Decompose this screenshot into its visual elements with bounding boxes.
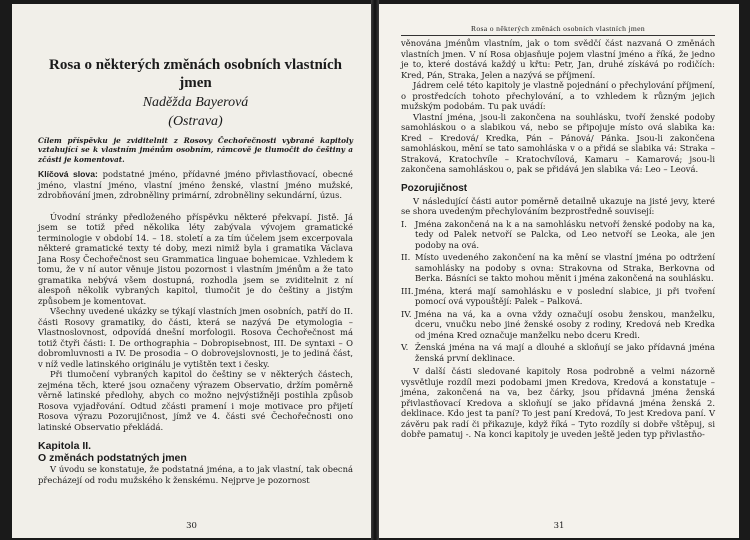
body-paragraph: Všechny uvedené ukázky se týkají vlastních jmen osobních, patří do II. části Rosovy gramatiky, do části, která se nazývá De etymologia – Vlastnoslovnost, odpovídá dnešní morfologii. Rosova Čechořečnost má totiž čtyři části: I. De orthographia – Dobropisebnost, III. De syntaxi – O dobromluvnosti a IV. De prosodia – O dobrovejslovnosti, je to jediná část, v níž vedle latinského originálu je vytištěn text i česky. — [38, 306, 353, 369]
list-number: II. — [401, 252, 411, 262]
list-text: Ženská jména na vá mají a dlouhé a skloňují se jako přídavná jména ženská první deklinace. — [415, 342, 715, 363]
list-number: IV. — [401, 308, 412, 319]
body-paragraph: Jádrem celé této kapitoly je vlastně pojednání o přechylování příjmení, o prostředcích tohoto přechylování, a to vzhledem k různým jejich mužským podobám. Tu pak uvádí: — [401, 80, 715, 111]
keywords — [38, 169, 353, 201]
list-item — [401, 219, 715, 251]
running-head: Rosa o některých změnách osobních vlastních jmen — [401, 24, 715, 36]
chapter-heading: Kapitola II. — [38, 440, 92, 453]
abstract: Cílem příspěvku je zviditelnit z Rosovy Čechořečnosti vybrané kapitoly vztahující se k vlastním jménům osobním, rámcově je tlumočit do češtiny a zčásti je komentovat. — [38, 136, 353, 164]
body-paragraph: Úvodní stránky předloženého příspěvku některé překvapí. Jistě. Já jsem se totiž před několika léty zabývala vývojem gramatické terminologie v období 14. – 18. století a za tím účelem jsem excerpovala některé gramatické texty té doby, mezi nimiž byla i gramatika Václava Jana Rosy Čechořečnost seu Grammatica linguae bohemicae. Vzhledem k tomu, že v ní autor věnuje jistou pozornost i vlastním jménům a že tato gramatika nebývá všem dostupná, rozhodla jsem se zviditelnit z ní alespoň několik vybraných kapitol, tlumočit je do češtiny a jistým způsobem je komentovat. — [38, 211, 353, 306]
body-paragraph: Při tlumočení vybraných kapitol do češtiny se v některých částech, zejména těch, které jsou označeny výrazem Observatio, držím poměrně věrně latinské předlohy, abych co možno nejvýstižněji postihla způsob Rosova vyjadřování. Odtud zčásti pramení i moje motivace pro přijetí Rosova výrazu Pozorujičnost, jímž ve 4. části své Čechořečnosti ono latinské Observatio překládá. — [38, 369, 353, 432]
keywords-label: Klíčová slova: — [38, 169, 98, 180]
body-paragraph: věnována jménům vlastním, jak o tom svědčí část nazvaná O změnách vlastních jmen. V ní Rosa objasňuje pojem vlastní jméno a říká, že jedno je to, které dostává každý u křtu: Petr, Jan, druhé získává po rodičích: Kred, Pán, Straka, Jelen a nazývá se příjmení. — [401, 38, 715, 80]
body-paragraph: V další části sledované kapitoly Rosa podrobně a velmi názorně vysvětluje rozdíl mezi podobami jmen Kredova, Kredová a konstatuje – jména, zakončená na va, bez čárky, jsou přídavná jména ženská přivlastňovací Kredova a skloňují se jako přídavná jména ženská 2. deklinace. Kdo jest ta paní? To jest paní Kredová, To jest Kredova paní. V závěru pak radí či přikazuje, když říká – Tyto rozdíly si dobře vštěpuj, si dobře pamatuj -. Na konci kapitoly je uveden ještě jeden typ přivlastňo- — [401, 366, 715, 439]
book-gutter — [371, 0, 379, 540]
list-item — [401, 342, 715, 363]
section-heading: Pozorujičnost — [401, 182, 468, 194]
list-text: Jména, která mají samohlásku e v poslední slabice, ji při tvoření pomocí ová vypouštějí: Palek – Palková. — [415, 285, 715, 306]
chapter-subheading: O změnách podstatných jmen — [38, 452, 187, 465]
list-text: Jména zakončená na k a na samohlásku netvoří ženské podoby na ka, tedy od Palek netvoří se Palcka, od Leo netvoří se Leoka, ale jen podoby na ová. — [415, 218, 715, 250]
list-item — [401, 309, 715, 341]
left-page — [12, 4, 371, 538]
section-intro: V následující části autor poměrně detailně ukazuje na jisté jevy, které se shora uvedeným přechylováním bezprostředně souvisejí: — [401, 195, 715, 216]
body-paragraph: Vlastní jména, jsou-li zakončena na souhlásku, tvoří ženské podoby samohláskou o a slabikou vá, nebo se připojuje místo ová slabika ka: Kred – Kredová/ Kredka, Pán – Pánová/ Pánka. Jsou-li zakončena samohláskou, mění se tato samohláska v o a přidá se slabika vá: Straka – Straková, Kratochvíle – Kratochvílová, Kamaru – Kamarová; jsou-li zakončena samohláskou o, pak se přidává jen slabika vá: Leo – Leová. — [401, 111, 715, 174]
list-number: V. — [401, 342, 409, 352]
article-title: Rosa o některých změnách osobních vlastních jmen — [49, 57, 342, 91]
page-number: 31 — [553, 521, 565, 531]
page-number: 30 — [186, 521, 197, 531]
right-page — [379, 4, 739, 538]
keywords-text: podstatné jméno, přídavné jméno přivlastňovací, obecné jméno, vlastní jméno, vlastní jméno ženské, vlastní jméno mužské, zdrobňování jmen, zdrobněliny primární, zdrobněliny sekundární, úzus. — [38, 169, 353, 201]
list-number: I. — [401, 218, 407, 229]
list-text: Místo uvedeného zakončení na ka mění se vlastní jména po odtržení samohlásky na podoby s ovna: Strakovna od Straka, Berkovna od Berka. Básníci se takto mohou měnit i jména zakončená na souhlásku. — [415, 252, 715, 283]
list-text: Jména na vá, ka a ovna vždy označují osobu ženskou, manželku, dceru, vnučku nebo jiné ženské osoby z rodiny, Kredová neb Kredka od jména Kred označuje manželku nebo dceru Kredi. — [415, 308, 715, 340]
list-item — [401, 286, 715, 307]
observation-list — [401, 219, 715, 364]
body-paragraph: V úvodu se konstatuje, že podstatná jména, a to jak vlastní, tak obecná přecházejí od rodu mužského k ženskému. Nejprve je pozornost — [38, 464, 353, 485]
author-name: Naděžda Bayerová — [142, 95, 249, 110]
list-item — [401, 252, 715, 284]
list-number: III. — [401, 285, 414, 296]
author-affiliation: (Ostrava) — [168, 114, 223, 129]
